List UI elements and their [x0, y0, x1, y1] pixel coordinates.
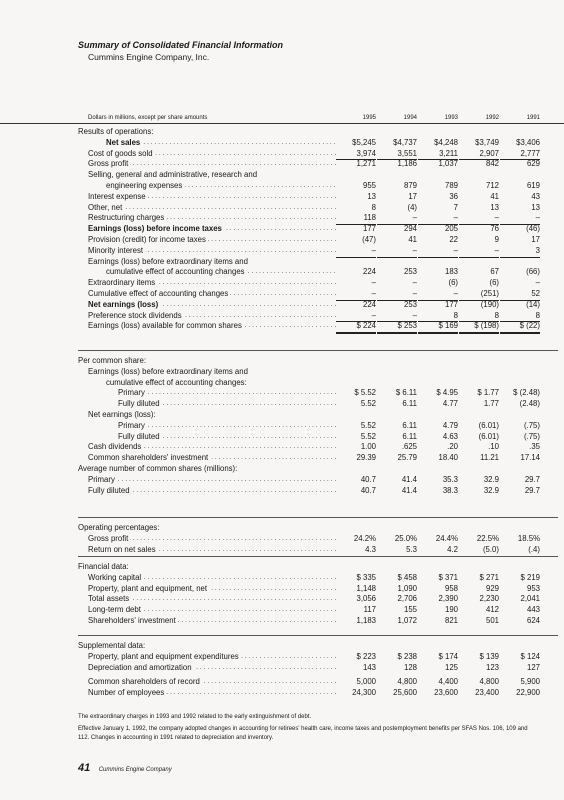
table-row — [0, 170, 564, 181]
cell-value: 183 — [444, 267, 458, 277]
cell-value: – — [371, 278, 376, 288]
cell-value: 4.3 — [365, 544, 376, 554]
table-row — [0, 203, 564, 214]
cell-value: – — [377, 289, 417, 301]
cell-value: 7 — [453, 202, 458, 212]
cell-value: 4.79 — [442, 420, 458, 430]
cell-value: 23,400 — [475, 688, 499, 698]
cell-value: 128 — [403, 662, 417, 672]
cell-value: 41.4 — [401, 474, 417, 484]
cell-value: 41 — [408, 235, 417, 244]
cell-value: 958 — [444, 583, 458, 593]
cell-value: 24.4% — [435, 533, 458, 543]
cell-value: – — [418, 213, 458, 225]
cell-value: 2,390 — [438, 594, 458, 604]
cell-value: 41.4 — [401, 485, 417, 495]
cell-value: – — [459, 213, 499, 225]
cell-value: 5.3 — [406, 544, 417, 554]
row-label: Net earnings (loss): — [88, 410, 156, 419]
cell-value: 2,230 — [479, 594, 499, 604]
section-divider — [78, 556, 558, 557]
table-row — [0, 300, 564, 311]
cell-value: 11.21 — [480, 453, 499, 463]
cell-value: – — [535, 278, 540, 288]
cell-value: $ 139 — [479, 651, 499, 661]
cell-value: (66) — [526, 267, 540, 277]
cell-value: 1,183 — [356, 616, 376, 625]
row-label: Primary — [88, 474, 115, 484]
cell-value: 40.7 — [360, 485, 376, 495]
year-header: 1992 — [485, 115, 499, 121]
row-label: Working capital — [88, 572, 142, 582]
cell-value: (.75) — [523, 431, 540, 441]
cell-value: 125 — [444, 662, 458, 672]
section-heading — [0, 356, 564, 367]
row-label: Other, net — [88, 202, 123, 212]
cell-value: 412 — [485, 605, 499, 615]
cell-value: 624 — [526, 616, 540, 625]
cell-value: 8 — [418, 311, 458, 323]
cell-value: $ 271 — [479, 572, 499, 582]
table-row — [0, 677, 564, 688]
table-row — [0, 652, 564, 663]
table-row — [0, 278, 564, 289]
cell-value: 177 — [362, 224, 376, 234]
cell-value: .20 — [447, 442, 458, 452]
cell-value: 3,551 — [377, 149, 417, 161]
cell-value: (.4) — [528, 544, 540, 554]
year-header: 1994 — [403, 115, 417, 121]
cell-value: – — [500, 213, 540, 225]
cell-value: 43 — [531, 191, 540, 201]
table-row — [0, 159, 564, 170]
section-heading-label: Results of operations: — [78, 127, 154, 136]
cell-value: 18.40 — [438, 453, 458, 463]
row-label: Preference stock dividends — [88, 310, 182, 320]
row-label: Cumulative effect of accounting changes — [88, 289, 229, 298]
cell-value: 18.5% — [517, 533, 540, 543]
cell-value: 17 — [531, 235, 540, 244]
table-row — [0, 616, 564, 627]
cell-value: 32.9 — [483, 474, 499, 484]
cell-value: 5,900 — [520, 677, 540, 687]
cell-value: $5,245 — [352, 137, 376, 147]
cell-value: 1,271 — [356, 159, 376, 169]
cell-value: 2,706 — [397, 594, 417, 604]
cell-value: $ 124 — [520, 651, 540, 661]
cell-value: $ 224 — [336, 321, 376, 334]
table-row — [0, 534, 564, 545]
table-row — [0, 181, 564, 192]
cell-value: – — [377, 246, 417, 258]
table-row — [0, 688, 564, 699]
footnote: The extraordinary charges in 1993 and 1992 related to the early extinguishment of debt. — [78, 714, 312, 720]
cell-value: 8 — [459, 311, 499, 323]
cell-value: 1.00 — [360, 442, 376, 452]
row-label: Selling, general and administrative, research and — [88, 170, 258, 180]
cell-value: 619 — [526, 181, 540, 190]
cell-value: 3,974 — [336, 149, 376, 161]
section-heading — [0, 562, 564, 573]
cell-value: 36 — [449, 191, 458, 201]
cell-value: 6.11 — [402, 420, 417, 430]
cell-value: 821 — [444, 616, 458, 625]
cell-value: 842 — [485, 159, 499, 169]
table-row — [0, 289, 564, 300]
cell-value: 4,800 — [479, 677, 499, 687]
row-label: Provision (credit) for income taxes — [88, 235, 206, 244]
cell-value: 25.0% — [394, 533, 417, 543]
cell-value: 25,600 — [393, 688, 417, 698]
cell-value: .10 — [488, 442, 499, 452]
table-row — [0, 235, 564, 246]
row-label: Primary — [118, 420, 145, 430]
cell-value: $ 223 — [356, 651, 376, 661]
cell-value: – — [418, 246, 458, 258]
page-title: Summary of Consolidated Financial Information — [78, 40, 284, 50]
row-label: Shareholders' investment — [88, 616, 176, 625]
cell-value: 23,600 — [434, 688, 458, 698]
cell-value: 22.5% — [476, 533, 499, 543]
cell-value: 177 — [444, 299, 458, 309]
cell-value: 29.39 — [356, 453, 376, 463]
cell-value: 4,400 — [438, 677, 458, 687]
table-row — [0, 573, 564, 584]
cell-value: 2,777 — [500, 149, 540, 161]
cell-value: 155 — [403, 605, 417, 615]
row-label: engineering expenses — [106, 181, 183, 190]
cell-value: 40.7 — [360, 474, 376, 484]
year-header: 1991 — [526, 115, 540, 121]
cell-value: 712 — [485, 181, 499, 190]
cell-value: $ 169 — [418, 321, 458, 334]
table-row — [0, 149, 564, 160]
cell-value: 1,148 — [356, 583, 376, 593]
cell-value: 190 — [444, 605, 458, 615]
cell-value: 205 — [444, 224, 458, 234]
cell-value: (46) — [526, 224, 540, 234]
cell-value: $ 4.95 — [436, 388, 458, 398]
cell-value: 5.52 — [360, 399, 376, 409]
table-row — [0, 378, 564, 389]
cell-value: 22,900 — [516, 688, 540, 698]
cell-value: – — [336, 289, 376, 301]
cell-value: 5.52 — [360, 431, 376, 441]
cell-value: 24,300 — [352, 688, 376, 698]
cell-value: $3,749 — [475, 137, 499, 147]
cell-value: 5.52 — [360, 420, 376, 430]
cell-value: $4,737 — [393, 137, 417, 147]
table-row — [0, 421, 564, 432]
cell-value: 67 — [490, 267, 499, 277]
row-label: Interest expense — [88, 191, 146, 201]
cell-value: 24.2% — [353, 533, 376, 543]
cell-value: 443 — [526, 605, 540, 615]
cell-value: .35 — [529, 442, 540, 452]
table-row — [0, 410, 564, 421]
cell-value: $ 219 — [520, 572, 540, 582]
footer-company: Cummins Engine Company — [98, 767, 172, 773]
table-row — [0, 663, 564, 674]
cell-value: 13 — [367, 191, 376, 201]
cell-value: – — [377, 213, 417, 225]
cell-value: 13 — [490, 202, 499, 212]
cell-value: 1.77 — [483, 399, 499, 409]
cell-value: 35.3 — [442, 474, 458, 484]
cell-value: 2,907 — [459, 149, 499, 161]
row-label: Extraordinary items — [88, 278, 156, 288]
cell-value: 8 — [500, 311, 540, 323]
cell-value: (14) — [526, 299, 540, 309]
cell-value: 17.14 — [520, 453, 540, 463]
cell-value: 118 — [336, 213, 376, 225]
cell-value: $ 335 — [356, 572, 376, 582]
cell-value: 5,000 — [356, 677, 376, 687]
section-heading — [0, 127, 564, 138]
cell-value: (.75) — [523, 420, 540, 430]
cell-value: (251) — [459, 289, 499, 301]
cell-value: 2,041 — [520, 594, 540, 604]
row-label: Number of employees — [88, 688, 165, 698]
table-row — [0, 257, 564, 268]
cell-value: $ 253 — [377, 321, 417, 334]
row-label: Cost of goods sold — [88, 148, 153, 158]
row-label: Return on net sales — [88, 544, 156, 554]
cell-value: 1,072 — [397, 616, 417, 625]
cell-value: $ 238 — [397, 651, 417, 661]
cell-value: – — [459, 246, 499, 258]
cell-value: 3,056 — [356, 594, 376, 604]
cell-value: $ (198) — [459, 321, 499, 334]
table-row — [0, 138, 564, 149]
row-label: Long-term debt — [88, 605, 141, 615]
cell-value: 32.9 — [483, 485, 499, 495]
table-row — [0, 594, 564, 605]
table-row — [0, 267, 564, 278]
cell-value: 29.7 — [524, 485, 540, 495]
row-label: Primary — [118, 388, 145, 398]
cell-value: $ 458 — [397, 572, 417, 582]
cell-value: 9 — [494, 235, 499, 244]
cell-value: – — [418, 289, 458, 301]
cell-value: 789 — [444, 181, 458, 190]
table-row — [0, 311, 564, 322]
row-label: Gross profit — [88, 533, 129, 543]
cell-value: $ 174 — [438, 651, 458, 661]
cell-value: $ 5.52 — [354, 388, 376, 398]
cell-value: 4.77 — [442, 399, 458, 409]
row-label: Cash dividends — [88, 442, 142, 452]
cell-value: 25.79 — [397, 453, 417, 463]
cell-value: 4.2 — [447, 544, 458, 554]
cell-value: 143 — [362, 662, 376, 672]
table-row — [0, 432, 564, 443]
table-row — [0, 605, 564, 616]
units-label: Dollars in millions, except per share amounts — [88, 115, 208, 121]
cell-value: 879 — [403, 181, 417, 190]
cell-value: 6.11 — [402, 431, 417, 441]
row-label: Depreciation and amortization — [88, 662, 192, 672]
cell-value: 929 — [485, 583, 499, 593]
table-row — [0, 388, 564, 399]
table-row — [0, 475, 564, 486]
cell-value: 41 — [490, 191, 499, 201]
cell-value: 1,037 — [438, 159, 458, 169]
cell-value: $ (22) — [500, 321, 540, 334]
cell-value: – — [336, 246, 376, 258]
cell-value: (6.01) — [478, 420, 499, 430]
cell-value: 52 — [500, 289, 540, 301]
section-divider — [78, 350, 558, 351]
cell-value: $ 6.11 — [395, 388, 417, 398]
table-row — [0, 246, 564, 257]
cell-value: 294 — [403, 224, 417, 234]
cell-value: 38.3 — [442, 485, 458, 495]
cell-value: 253 — [403, 267, 417, 277]
section-heading-label: Per common share: — [78, 356, 147, 365]
cell-value: 253 — [403, 299, 417, 309]
cell-value: 29.7 — [524, 474, 540, 484]
cell-value: 501 — [485, 616, 499, 625]
cell-value: 123 — [485, 662, 499, 672]
cell-value: (190) — [480, 299, 499, 309]
cell-value: (47) — [362, 235, 376, 244]
cell-value: 117 — [363, 605, 376, 615]
cell-value: (4) — [407, 202, 417, 212]
cell-value: (6) — [448, 278, 458, 288]
table-row — [0, 486, 564, 497]
cell-value: 17 — [408, 191, 417, 201]
cell-value: (5.0) — [482, 544, 499, 554]
table-row — [0, 442, 564, 453]
cell-value: 4.63 — [442, 431, 458, 441]
row-label: Fully diluted — [118, 399, 160, 409]
page-footer — [78, 758, 172, 776]
section-divider — [78, 517, 558, 518]
cell-value: (6) — [489, 278, 499, 288]
row-label: Restructuring charges — [88, 213, 165, 223]
cell-value: $ 1.77 — [477, 388, 499, 398]
cell-value: 224 — [362, 299, 376, 309]
table-row — [0, 584, 564, 595]
table-row — [0, 545, 564, 556]
cell-value: 1,090 — [397, 583, 417, 593]
row-label: cumulative effect of accounting changes — [106, 267, 245, 277]
cell-value: – — [377, 311, 417, 323]
cell-value: 127 — [526, 662, 540, 672]
cell-value: 629 — [526, 159, 540, 169]
section-heading-label: Operating percentages: — [78, 523, 160, 532]
cell-value: – — [336, 311, 376, 323]
cell-value: 953 — [526, 583, 540, 593]
row-label: Net sales — [106, 137, 141, 147]
cell-value: $ 371 — [438, 572, 458, 582]
row-label: Property, plant and equipment, net — [88, 583, 208, 593]
cell-value: 22 — [449, 235, 458, 244]
cell-value: 4,800 — [397, 677, 417, 687]
cell-value: 224 — [362, 267, 376, 277]
row-label: Earnings (loss) available for common shares — [88, 321, 242, 331]
row-label: Net earnings (loss) — [88, 299, 159, 309]
cell-value: 3 — [500, 246, 540, 258]
table-row — [0, 213, 564, 224]
cell-value: 6.11 — [402, 399, 417, 409]
row-label: cumulative effect of accounting changes: — [106, 377, 247, 387]
row-label: Fully diluted — [88, 485, 130, 495]
cell-value: – — [412, 278, 417, 288]
section-heading-label: Supplemental data: — [78, 641, 146, 650]
table-row — [0, 367, 564, 378]
footnote: Effective January 1, 1992, the company adopted changes in accounting for retirees' health care, income taxes and postemployment benefits per SFAS Nos. 106, 109 and 112. Changes in accounting in 1991 related to depreciation and inventory. — [78, 726, 528, 741]
row-label: Earnings (loss) before income taxes — [88, 224, 222, 234]
page-number: 41 — [78, 762, 91, 774]
cell-value: 8 — [371, 202, 376, 212]
row-label: Average number of common shares (millions): — [78, 464, 238, 473]
cell-value: (2.48) — [519, 399, 540, 409]
cell-value: 955 — [362, 181, 376, 190]
row-label: Property, plant and equipment expenditures — [88, 651, 239, 661]
row-label: Earnings (loss) before extraordinary items and — [88, 366, 248, 376]
table-row — [0, 192, 564, 203]
cell-value: $3,406 — [516, 137, 540, 147]
year-header: 1995 — [362, 115, 376, 121]
cell-value: $ (2.48) — [513, 388, 540, 398]
section-divider — [78, 635, 558, 636]
cell-value: 76 — [490, 224, 499, 234]
row-label: Fully diluted — [118, 431, 160, 441]
row-label: Common shareholders' investment — [88, 453, 209, 463]
year-header: 1993 — [444, 115, 458, 121]
cell-value: 1,186 — [397, 159, 417, 169]
table-row — [0, 224, 564, 235]
section-heading — [0, 523, 564, 534]
cell-value: 13 — [531, 202, 540, 212]
cell-value: $4,248 — [434, 137, 458, 147]
row-label: Gross profit — [88, 159, 129, 169]
cell-value: 3,211 — [418, 149, 458, 161]
row-label: Earnings (loss) before extraordinary items and — [88, 256, 248, 266]
table-row — [0, 464, 564, 475]
cell-value: (6.01) — [478, 431, 499, 441]
table-row — [0, 453, 564, 464]
section-heading-label: Financial data: — [78, 562, 129, 571]
row-label: Minority interest — [88, 245, 144, 255]
section-heading — [0, 641, 564, 652]
table-row — [0, 321, 564, 332]
table-row — [0, 399, 564, 410]
row-label: Common shareholders of record — [88, 677, 200, 687]
cell-value: .625 — [401, 442, 417, 452]
company-name: Cummins Engine Company, Inc. — [88, 52, 210, 62]
row-label: Total assets — [88, 594, 130, 604]
header-rule — [0, 123, 564, 124]
